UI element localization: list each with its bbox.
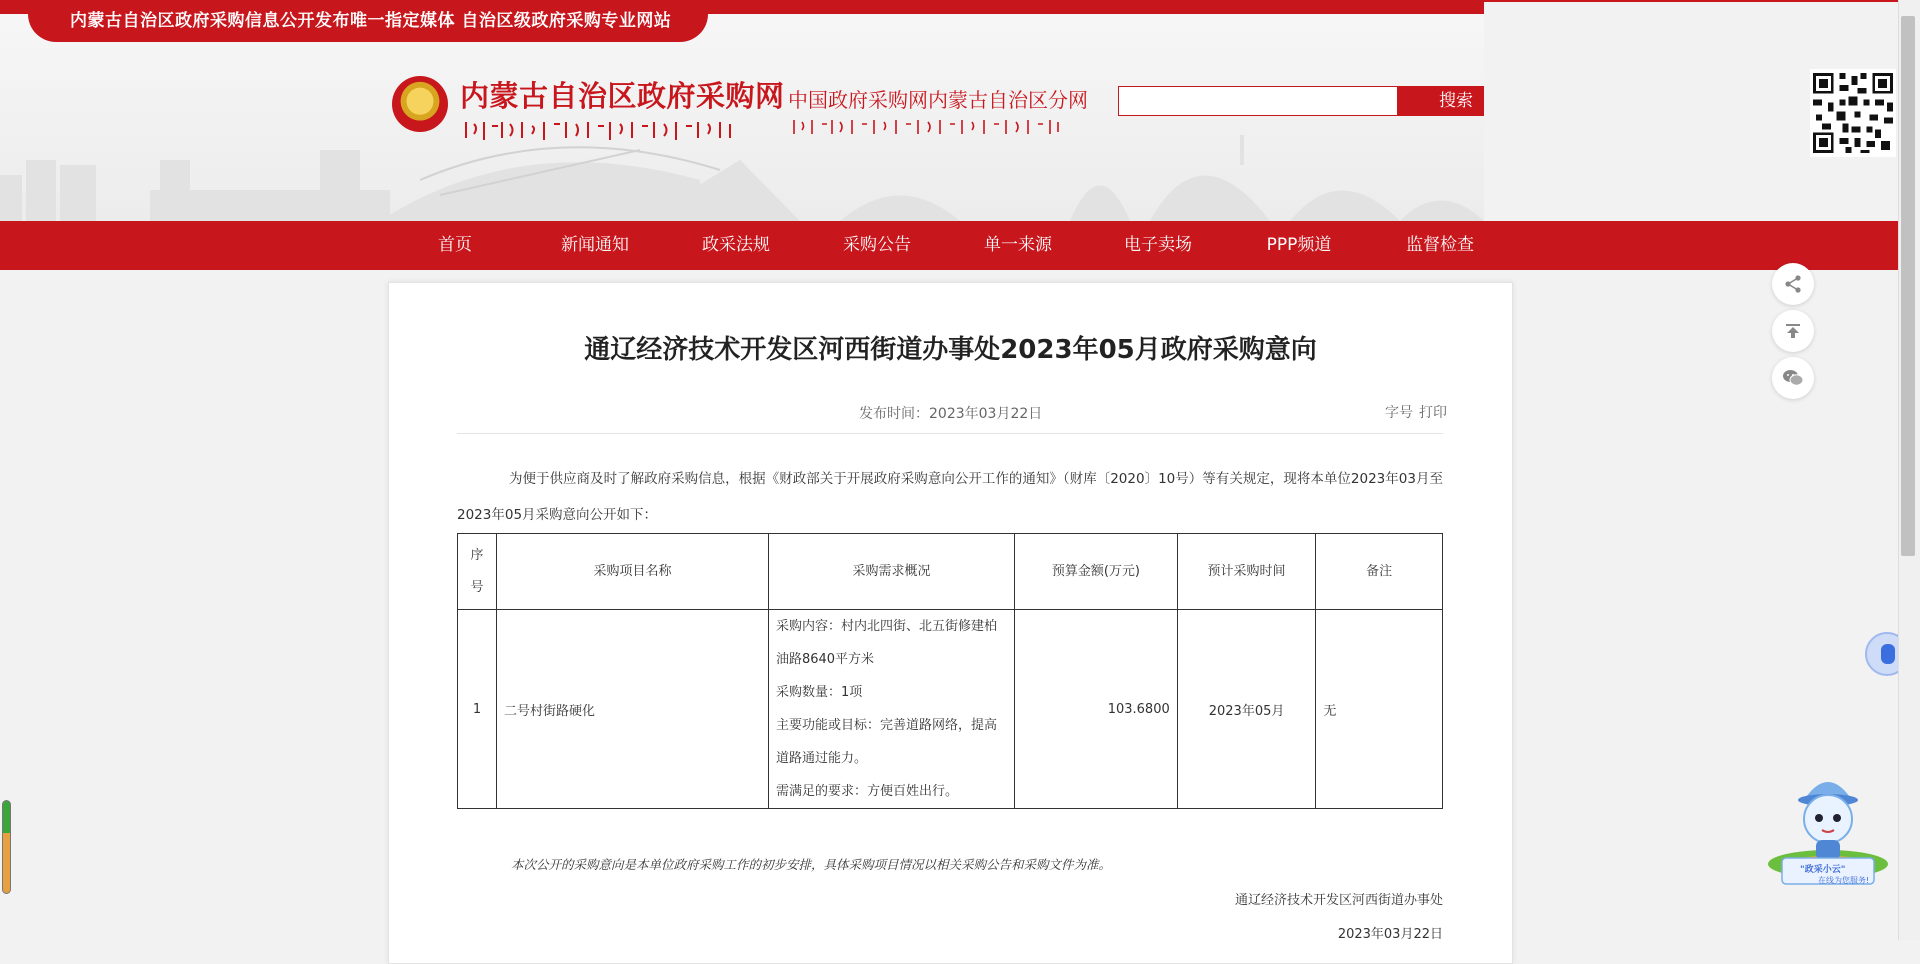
wechat-icon xyxy=(1782,368,1804,388)
cell-no: 1 xyxy=(458,610,497,809)
table-header-row xyxy=(458,534,1443,610)
wechat-button[interactable] xyxy=(1772,357,1814,399)
demand-requirement: 需满足的要求：方便百姓出行。 xyxy=(775,784,958,799)
nav-item-regulations[interactable]: 政采法规 xyxy=(702,235,770,255)
mongolian-script-subtitle xyxy=(790,116,1062,138)
header-remark: 备注 xyxy=(1316,534,1443,610)
header-time: 预计采购时间 xyxy=(1177,534,1316,610)
nav-item-news[interactable]: 新闻通知 xyxy=(561,235,629,255)
nav-item-single-source[interactable]: 单一来源 xyxy=(984,235,1052,255)
demand-content: 采购内容：村内北四街、北五街修建柏油路8640平方米 xyxy=(775,619,997,667)
search-button[interactable]: 搜索 xyxy=(1398,86,1514,116)
cell-demand-summary xyxy=(768,610,1014,809)
thermometer-widget-icon[interactable] xyxy=(2,800,11,894)
top-right-red-line xyxy=(1484,0,1902,2)
nav-item-announcements[interactable]: 采购公告 xyxy=(843,235,911,255)
slogan-banner: 内蒙古自治区政府采购信息公开发布唯一指定媒体 自治区级政府采购专业网站 xyxy=(28,0,708,42)
skyline-illustration xyxy=(0,120,1484,221)
intro-paragraph: 为便于供应商及时了解政府采购信息，根据《财政部关于开展政府采购意向公开工作的通知》（财库〔2020〕10号）等有关规定，现将本单位2023年03月至2023年05月采购意向公开如下： xyxy=(457,471,1443,523)
share-icon xyxy=(1783,274,1803,294)
qr-code-icon xyxy=(1810,69,1896,157)
font-size-button[interactable]: 字号 xyxy=(1385,405,1413,421)
share-button[interactable] xyxy=(1772,263,1814,305)
print-button[interactable]: 打印 xyxy=(1419,405,1447,421)
back-to-top-button[interactable] xyxy=(1772,310,1814,352)
divider xyxy=(457,433,1443,434)
article-title: 通辽经济技术开发区河西街道办事处2023年05月政府采购意向 xyxy=(584,335,1317,365)
nav-item-e-mall[interactable]: 电子卖场 xyxy=(1124,235,1192,255)
mascot-sub-label: 在线为您服务! xyxy=(1818,876,1870,885)
header-demand-summary: 采购需求概况 xyxy=(768,534,1014,610)
header-budget: 预算金额(万元) xyxy=(1015,534,1178,610)
article-card xyxy=(388,282,1513,964)
procurement-table xyxy=(457,533,1443,809)
scrollbar-thumb[interactable] xyxy=(1901,16,1915,556)
header-project-name: 采购项目名称 xyxy=(496,534,768,610)
publish-time: 发布时间：2023年03月22日 xyxy=(859,406,1043,422)
site-title[interactable]: 内蒙古自治区政府采购网 xyxy=(460,79,785,113)
header-no: 序号 xyxy=(458,534,497,610)
mascot-label: "政采小云" xyxy=(1800,865,1846,875)
national-emblem-icon xyxy=(392,76,448,132)
demand-goal: 主要功能或目标：完善道路网络，提高道路通过能力。 xyxy=(775,718,997,766)
back-to-top-icon xyxy=(1783,321,1803,341)
table-row xyxy=(458,610,1443,809)
cell-time: 2023年05月 xyxy=(1177,610,1316,809)
cell-project-name: 二号村街路硬化 xyxy=(496,610,768,809)
cell-budget: 103.6800 xyxy=(1015,610,1178,809)
disclaimer-note: 本次公开的采购意向是本单位政府采购工作的初步安排，具体采购项目情况以相关采购公告和采购文件为准。 xyxy=(511,857,1112,872)
signature-organization: 通辽经济技术开发区河西街道办事处 xyxy=(1234,893,1443,908)
cell-remark: 无 xyxy=(1316,610,1443,809)
mongolian-script-logo xyxy=(462,118,736,142)
site-subtitle: 中国政府采购网内蒙古自治区分网 xyxy=(788,88,1088,112)
signature-date: 2023年03月22日 xyxy=(1337,927,1443,942)
nav-item-supervision[interactable]: 监督检查 xyxy=(1406,235,1474,255)
nav-item-ppp[interactable]: PPP频道 xyxy=(1266,235,1332,255)
search-input[interactable] xyxy=(1118,86,1398,116)
demand-quantity: 采购数量：1项 xyxy=(775,685,863,700)
main-nav xyxy=(0,221,1898,270)
nav-item-home[interactable]: 首页 xyxy=(438,235,472,255)
